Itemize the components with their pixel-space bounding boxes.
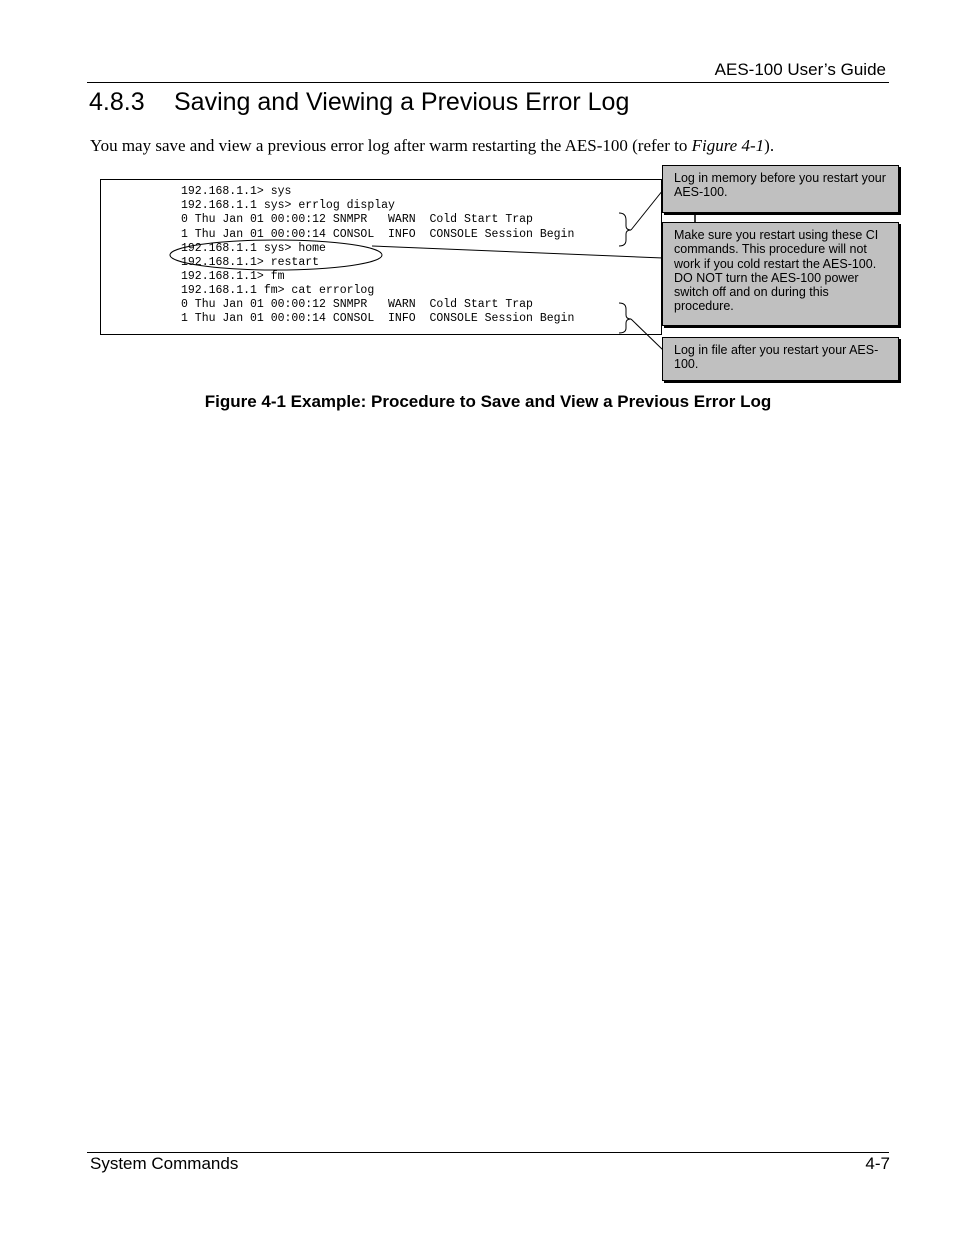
callout-log-in-memory: Log in memory before you restart your AES-100.: [662, 165, 899, 213]
highlight-ellipse: [170, 240, 382, 270]
section-title: Saving and Viewing a Previous Error Log: [174, 88, 630, 116]
leader-line-restart: [372, 246, 663, 258]
callout-restart-warning: Make sure you restart using these CI commands. This procedure will not work if you cold restart the AES-100. DO NOT turn the AES-100 power switch off and on during this procedure.: [662, 222, 899, 326]
intro-text-end: ).: [764, 136, 775, 155]
code-line: 192.168.1.1 sys> home: [181, 242, 326, 255]
code-line: 192.168.1.1 sys> errlog display: [181, 199, 395, 212]
code-line: 0 Thu Jan 01 00:00:12 SNMPR WARN Cold Start Trap: [181, 213, 533, 226]
leader-line-file: [631, 319, 663, 350]
code-line: 192.168.1.1> restart: [181, 256, 320, 269]
footer-page-number: 4-7: [865, 1154, 890, 1173]
figure-reference-link[interactable]: Figure 4-1: [691, 136, 765, 155]
code-line: 192.168.1.1> sys: [181, 185, 292, 198]
intro-text: You may save and view a previous error log after warm restarting the AES-100 (refer to: [90, 136, 692, 155]
code-line: 0 Thu Jan 01 00:00:12 SNMPR WARN Cold Start Trap: [181, 298, 533, 311]
code-line: 192.168.1.1> fm: [181, 270, 285, 283]
leader-line-memory: [631, 190, 663, 230]
brace-file-log: [619, 303, 631, 333]
callout-log-in-file: Log in file after you restart your AES-100.: [662, 337, 899, 381]
section-number: 4.8.3: [89, 88, 145, 116]
figure-caption: Figure 4-1 Example: Procedure to Save and View a Previous Error Log: [204, 392, 772, 411]
brace-memory-log: [619, 213, 631, 246]
running-header-title: AES-100 User’s Guide: [714, 60, 886, 79]
code-line: 1 Thu Jan 01 00:00:14 CONSOL INFO CONSOLE Session Begin: [181, 312, 575, 325]
footer-chapter-title: System Commands: [90, 1154, 239, 1173]
code-line: 1 Thu Jan 01 00:00:14 CONSOL INFO CONSOLE Session Begin: [181, 228, 575, 241]
footer-rule: [87, 1152, 889, 1153]
code-line: 192.168.1.1 fm> cat errorlog: [181, 284, 375, 297]
